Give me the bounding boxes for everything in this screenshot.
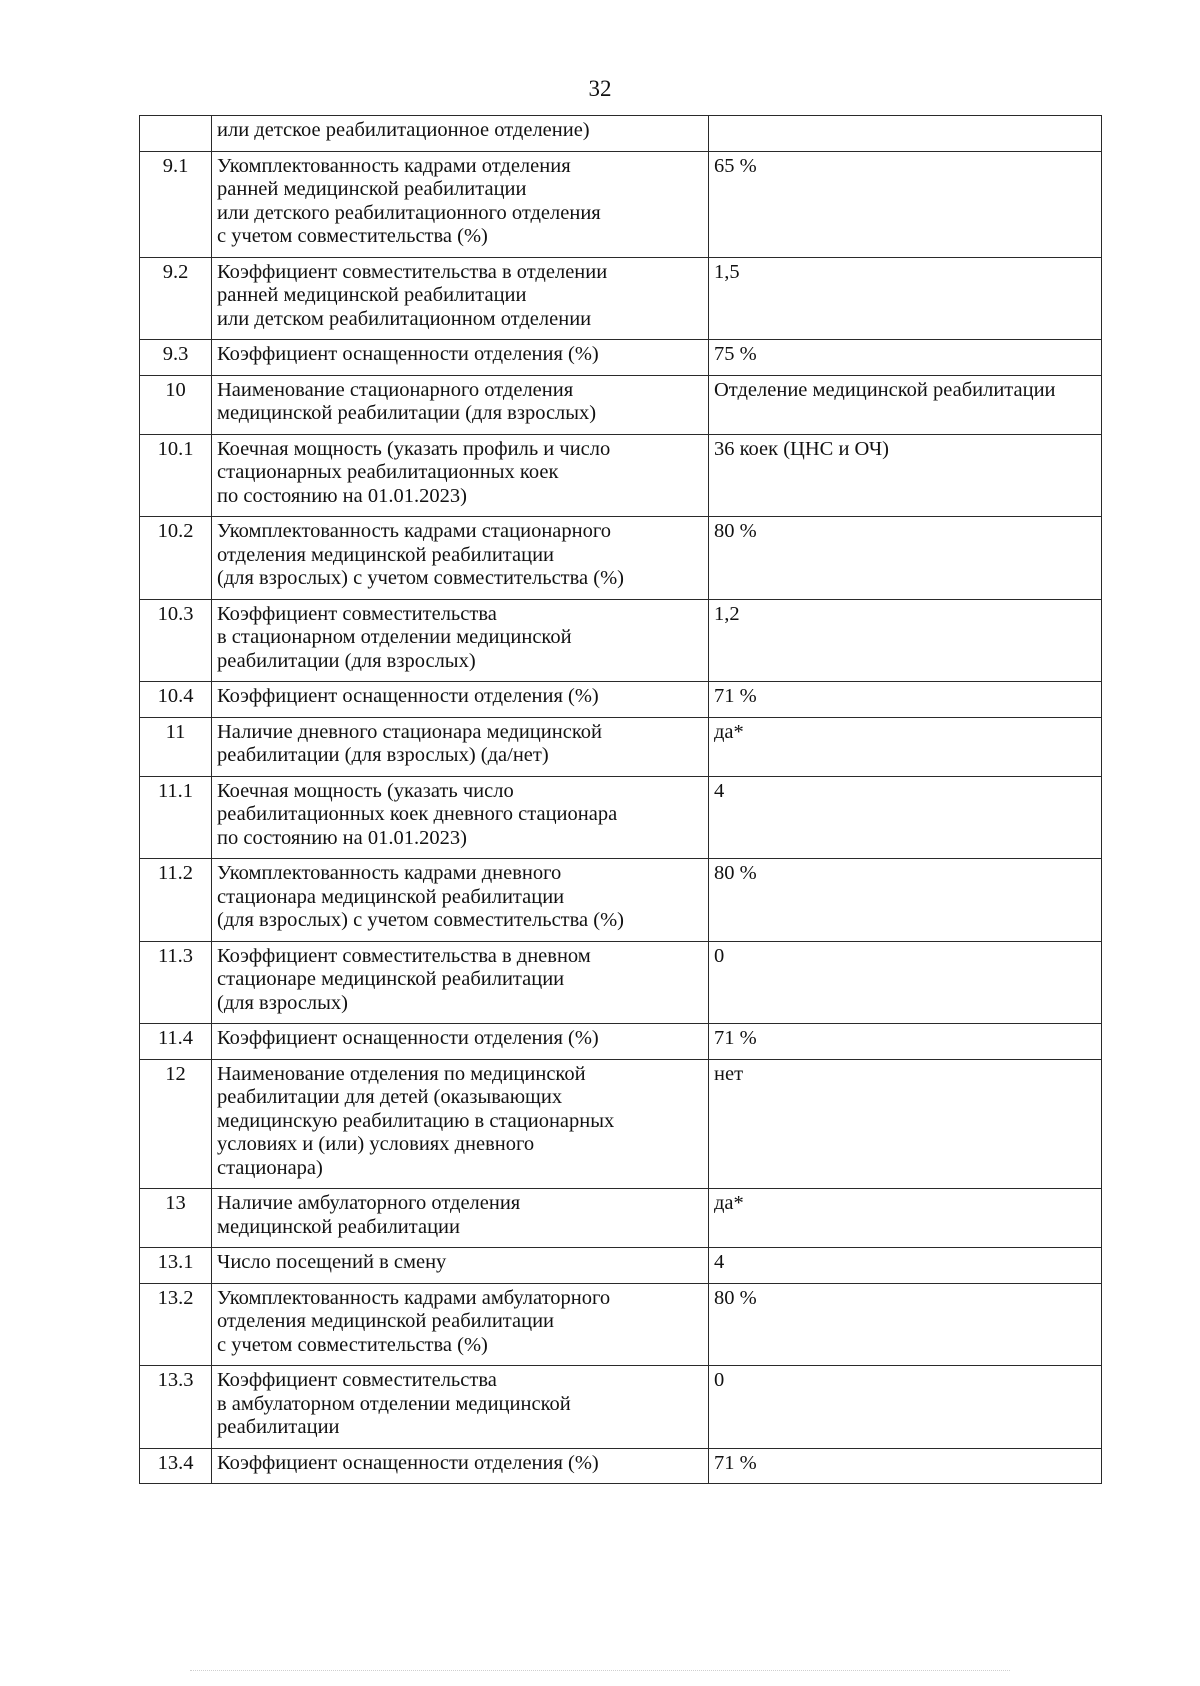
row-number: 13.1 [140,1248,212,1284]
indicator-name: Укомплектованность кадрами дневного стационара медицинской реабилитации (для взрослых) с учетом совместительства (%) [212,859,709,942]
table-row [140,1189,1102,1248]
row-number: 11.1 [140,776,212,859]
indicator-name: Коэффициент оснащенности отделения (%) [212,340,709,376]
row-number: 11.3 [140,941,212,1024]
indicator-value: да* [709,1189,1102,1248]
table-row [140,1448,1102,1484]
indicator-name: Укомплектованность кадрами отделения ранней медицинской реабилитации или детского реабилитационного отделения с учетом совместительства (%) [212,151,709,257]
indicator-value [709,116,1102,152]
indicator-value: 36 коек (ЦНС и ОЧ) [709,434,1102,517]
row-number: 9.3 [140,340,212,376]
table-row [140,717,1102,776]
row-number: 10 [140,375,212,434]
table-row [140,1059,1102,1189]
indicator-name: Коэффициент совместительства в отделении ранней медицинской реабилитации или детском реабилитационном отделении [212,257,709,340]
indicator-value: 71 % [709,1024,1102,1060]
indicator-value: 65 % [709,151,1102,257]
table-row [140,1248,1102,1284]
indicator-value: 0 [709,1366,1102,1449]
indicator-value: 71 % [709,1448,1102,1484]
indicator-name: Число посещений в смену [212,1248,709,1284]
row-number: 10.1 [140,434,212,517]
indicator-name: Коечная мощность (указать число реабилитационных коек дневного стационара по состоянию на 01.01.2023) [212,776,709,859]
table-row [140,1283,1102,1366]
row-number: 13.2 [140,1283,212,1366]
indicator-value: 4 [709,776,1102,859]
table-row [140,340,1102,376]
indicator-value: 80 % [709,1283,1102,1366]
indicator-name: Коэффициент совместительства в дневном стационаре медицинской реабилитации (для взрослых) [212,941,709,1024]
indicators-table [139,115,1102,1484]
indicator-value: 4 [709,1248,1102,1284]
table-row [140,375,1102,434]
indicator-value: 1,2 [709,599,1102,682]
table-row [140,859,1102,942]
indicator-value: нет [709,1059,1102,1189]
table-row [140,682,1102,718]
scan-artifact-line [190,1670,1010,1672]
indicator-value: 75 % [709,340,1102,376]
row-number: 10.3 [140,599,212,682]
indicator-value: 0 [709,941,1102,1024]
row-number: 11 [140,717,212,776]
indicator-value: 80 % [709,517,1102,600]
indicator-name: Коэффициент совместительства в амбулаторном отделении медицинской реабилитации [212,1366,709,1449]
table-row [140,257,1102,340]
page-number: 32 [588,76,612,101]
table-row [140,776,1102,859]
indicator-name: Укомплектованность кадрами стационарного отделения медицинской реабилитации (для взрослых) с учетом совместительства (%) [212,517,709,600]
row-number: 10.2 [140,517,212,600]
table-row [140,941,1102,1024]
indicator-value: 1,5 [709,257,1102,340]
row-number: 13.4 [140,1448,212,1484]
indicators-table-body [140,116,1102,1484]
indicator-name: или детское реабилитационное отделение) [212,116,709,152]
row-number: 11.4 [140,1024,212,1060]
indicator-value: 71 % [709,682,1102,718]
indicator-value: 80 % [709,859,1102,942]
row-number: 13 [140,1189,212,1248]
row-number: 12 [140,1059,212,1189]
indicator-name: Наименование стационарного отделения медицинской реабилитации (для взрослых) [212,375,709,434]
indicator-name: Коэффициент совместительства в стационарном отделении медицинской реабилитации (для взрослых) [212,599,709,682]
row-number: 9.1 [140,151,212,257]
indicator-name: Укомплектованность кадрами амбулаторного отделения медицинской реабилитации с учетом совместительства (%) [212,1283,709,1366]
indicator-value: Отделение медицинской реабилитации [709,375,1102,434]
table-row [140,151,1102,257]
indicator-name: Наличие амбулаторного отделения медицинской реабилитации [212,1189,709,1248]
row-number: 10.4 [140,682,212,718]
indicator-value: да* [709,717,1102,776]
row-number: 9.2 [140,257,212,340]
table-row [140,1366,1102,1449]
table-row [140,116,1102,152]
indicator-name: Наличие дневного стационара медицинской реабилитации (для взрослых) (да/нет) [212,717,709,776]
indicator-name: Коэффициент оснащенности отделения (%) [212,1024,709,1060]
table-row [140,599,1102,682]
table-row [140,1024,1102,1060]
table-row [140,517,1102,600]
indicator-name: Коечная мощность (указать профиль и число стационарных реабилитационных коек по состоянию на 01.01.2023) [212,434,709,517]
row-number: 13.3 [140,1366,212,1449]
row-number [140,116,212,152]
row-number: 11.2 [140,859,212,942]
table-row [140,434,1102,517]
indicator-name: Наименование отделения по медицинской реабилитации для детей (оказывающих медицинскую реабилитацию в стационарных условиях и (или) условиях дневного стационара) [212,1059,709,1189]
indicator-name: Коэффициент оснащенности отделения (%) [212,682,709,718]
indicator-name: Коэффициент оснащенности отделения (%) [212,1448,709,1484]
